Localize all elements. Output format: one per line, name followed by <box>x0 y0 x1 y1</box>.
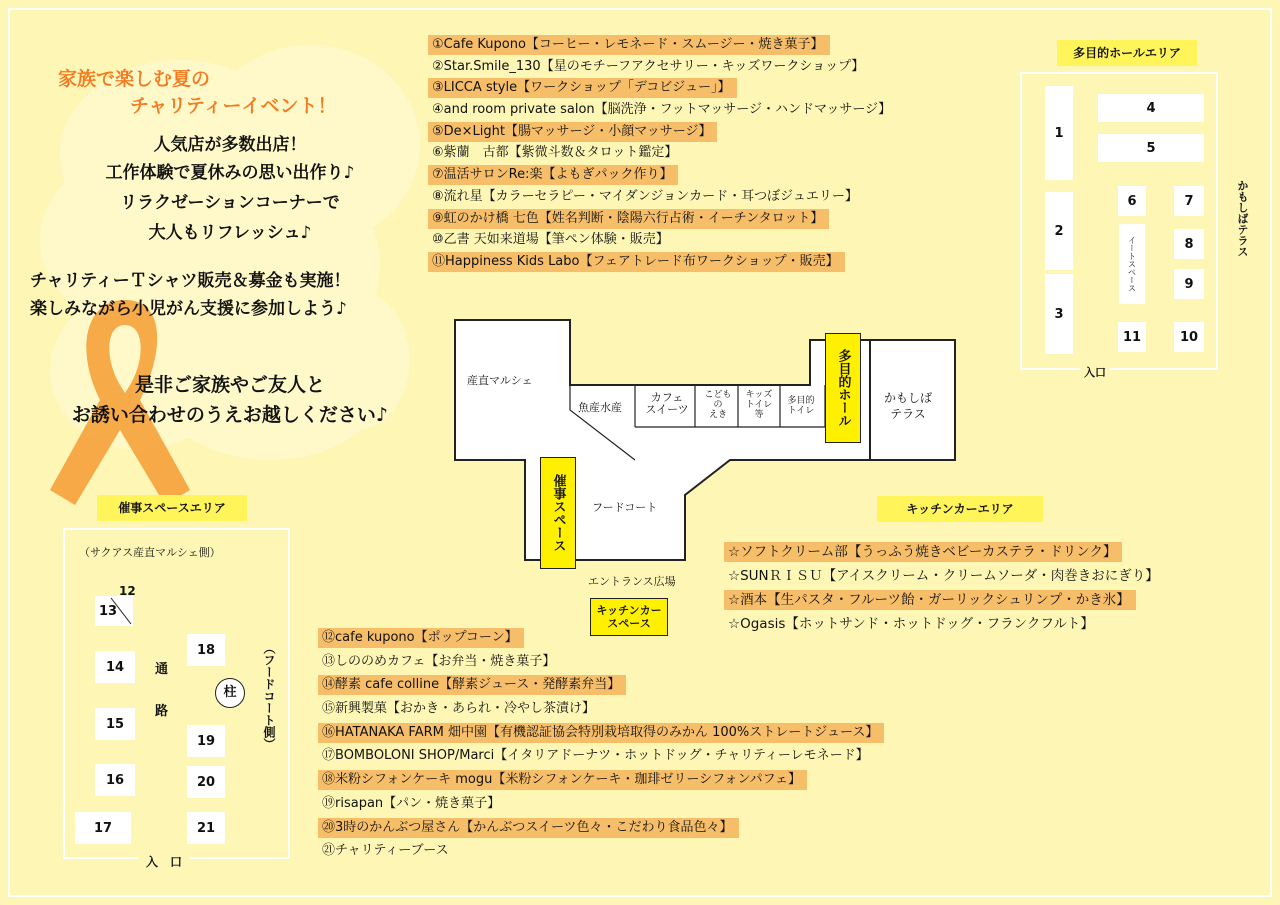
charity-line-1: チャリティーＴシャツ販売＆募金も実施！ <box>30 271 351 291</box>
event-booth-16: 16 <box>95 764 135 796</box>
event-area-title: 催事スペースエリア <box>97 495 247 521</box>
event-booth-14: 14 <box>95 651 135 683</box>
event-booth-15: 15 <box>95 708 135 740</box>
hall-booth-9: 9 <box>1174 269 1204 299</box>
vendor-row <box>428 186 897 208</box>
vendor-row <box>318 673 884 697</box>
map-multipurpose-hall: 多目的ホール <box>825 333 861 443</box>
vendor-row <box>428 99 897 121</box>
map-terrace: かもしば テラス <box>883 391 932 421</box>
hall-booth-4: 4 <box>1098 94 1204 122</box>
vendor-text: ⑨虹のかけ橋 七色【姓名判断・陰陽六行占術・イーチンタロット】 <box>428 209 829 229</box>
vendor-text: ☆ソフトクリーム部【うっふう焼きベビーカステラ・ドリンク】 <box>724 542 1122 562</box>
vendor-row <box>428 251 897 273</box>
vendor-row <box>318 768 884 792</box>
vendor-text: ⑤De×Light【腸マッサージ・小顔マッサージ】 <box>428 122 717 142</box>
hall-booth-8: 8 <box>1174 229 1204 259</box>
vendor-row <box>724 588 1165 612</box>
vendor-row <box>318 626 884 650</box>
event-side-label: （フードコート側） <box>262 642 276 750</box>
hall-booth-1: 1 <box>1045 86 1073 180</box>
vendor-row <box>428 142 897 164</box>
vendor-row <box>428 34 897 56</box>
vendor-text: ⑳3時のかんぶつ屋さん【かんぶつスイーツ色々・こだわり食品色々】 <box>318 818 739 838</box>
event-booth-17: 17 <box>75 812 131 844</box>
kitchen-vendor-list <box>724 540 1165 636</box>
event-aisle-2: 路 <box>155 704 169 719</box>
hall-eat-space: イートスペース <box>1119 224 1145 304</box>
vendor-text: ①Cafe Kupono【コーヒー・レモネード・スムージー・焼き菓子】 <box>428 35 830 55</box>
event-booth-19: 19 <box>187 725 225 757</box>
vendor-row <box>428 208 897 230</box>
vendor-text: ⑫cafe kupono【ポップコーン】 <box>318 628 524 648</box>
vendor-text: ③LICCA style【ワークショップ「デコビジュー」】 <box>428 78 737 98</box>
pillar-icon: 柱 <box>215 678 245 708</box>
vendor-row <box>428 56 897 78</box>
vendor-text: ⑰BOMBOLONI SHOP/Marci【イタリアドーナツ・ホットドッグ・チャリティーレモネード】 <box>322 748 869 764</box>
event-area-note: （サクアス産直マルシェ側） <box>79 546 221 559</box>
hall-booth-10: 10 <box>1174 322 1204 352</box>
vendor-text: ⑧流れ星【カラーセラピー・マイダンジョンカード・耳つぼジュエリー】 <box>432 188 858 204</box>
map-food-court: フードコート <box>592 501 658 514</box>
vendor-text: ⑬しののめカフェ【お弁当・焼き菓子】 <box>322 653 556 669</box>
vendor-text: ⑭酵素 cafe colline【酵素ジュース・発酵素弁当】 <box>318 675 626 695</box>
vendor-text: ㉑チャリティーブース <box>322 843 449 859</box>
event-area-map <box>63 528 290 859</box>
hall-vendor-list <box>428 34 897 273</box>
event-booth-18: 18 <box>187 634 225 666</box>
hall-booth-6: 6 <box>1118 186 1146 216</box>
intro-line-4: 大人もリフレッシュ♪ <box>148 223 312 243</box>
event-booth-20: 20 <box>187 766 225 798</box>
vendor-row <box>724 540 1165 564</box>
map-cafe: カフェ スイーツ <box>645 391 689 416</box>
event-booth-divider <box>109 596 133 626</box>
vendor-text: ⑱米粉シフォンケーキ mogu【米粉シフォンケーキ・珈琲ゼリーシフォンパフェ】 <box>318 770 807 790</box>
hall-area-title: 多目的ホールエリア <box>1057 40 1197 66</box>
hall-booth-11: 11 <box>1118 322 1146 352</box>
hall-terrace-label: かもしばテラス <box>1236 180 1249 257</box>
event-vendor-list <box>318 626 884 863</box>
hall-booth-7: 7 <box>1174 186 1204 216</box>
event-aisle-1: 通 <box>155 662 169 677</box>
headline-line1: 家族で楽しむ夏の <box>58 68 211 90</box>
map-entrance-plaza: エントランス広場 <box>588 575 676 588</box>
map-market: 産直マルシェ <box>467 374 533 387</box>
event-booth-13: 13 <box>95 596 133 626</box>
vendor-text: ④and room private salon【脳洗浄・フットマッサージ・ハンドマッサージ】 <box>432 102 892 118</box>
hall-entrance-label: 入口 <box>1080 364 1110 380</box>
map-kids-station: こども の えき <box>704 390 732 420</box>
vendor-text: ⑪Happiness Kids Labo【フェアトレード布ワークショップ・販売】 <box>428 252 845 272</box>
map-kids-toilet: キッズ トイレ 等 <box>745 390 773 420</box>
vendor-row <box>318 697 884 721</box>
map-event-space: 催事スペース <box>540 457 576 569</box>
event-entrance-label: 入 口 <box>138 853 190 870</box>
invite-line-1: 是非ご家族やご友人と <box>134 374 325 396</box>
vendor-row <box>318 839 884 863</box>
vendor-row <box>724 564 1165 588</box>
headline-line2: チャリティーイベント！ <box>130 95 337 117</box>
vendor-row <box>428 121 897 143</box>
vendor-text: ⑮新興製菓【おかき・あられ・冷やし茶漬け】 <box>322 701 596 717</box>
hall-booth-2: 2 <box>1045 192 1073 270</box>
kitchen-area-title: キッチンカーエリア <box>877 496 1043 522</box>
vendor-row <box>318 816 884 840</box>
vendor-text: ⑦温活サロンRe:楽【よもぎパック作り】 <box>428 165 678 185</box>
vendor-text: ☆Ogasis【ホットサンド・ホットドッグ・フランクフルト】 <box>728 616 1094 632</box>
vendor-row <box>318 721 884 745</box>
charity-line-2: 楽しみながら小児がん支援に参加しよう♪ <box>30 299 347 319</box>
vendor-text: ⑲risapan【パン・焼き菓子】 <box>322 795 501 811</box>
vendor-row <box>318 744 884 768</box>
vendor-row <box>318 792 884 816</box>
intro-line-1: 人気店が多数出店！ <box>153 135 307 155</box>
event-booth-21: 21 <box>187 812 225 844</box>
vendor-text: ②Star.Smile_130【星のモチーフアクセサリー・キッズワークショップ】 <box>432 58 865 74</box>
invite-line-2: お誘い合わせのうえお越しください♪ <box>71 404 389 426</box>
vendor-text: ☆SUNＲＩＳＵ【アイスクリーム・クリームソーダ・肉巻きおにぎり】 <box>728 568 1159 584</box>
map-fish: 魚産水産 <box>578 401 622 414</box>
map-multi-toilet: 多目的 トイレ <box>787 396 815 416</box>
intro-line-2: 工作体験で夏休みの思い出作り♪ <box>105 163 355 183</box>
intro-line-3: リラクゼーションコーナーで <box>120 193 340 213</box>
vendor-row <box>428 229 897 251</box>
floor-map <box>450 315 960 575</box>
hall-area-map <box>1020 72 1218 370</box>
vendor-row <box>428 164 897 186</box>
map-kitchen-car-space: キッチンカー スペース <box>590 598 668 636</box>
vendor-text: ☆酒本【生パスタ・フルーツ飴・ガーリックシュリンプ・かき氷】 <box>724 590 1136 610</box>
vendor-row <box>428 77 897 99</box>
vendor-row <box>318 650 884 674</box>
vendor-text: ⑯HATANAKA FARM 畑中園【有機認証協会特別栽培取得のみかん 100%ストレートジュース】 <box>318 723 884 743</box>
hall-booth-3: 3 <box>1045 274 1073 354</box>
vendor-text: ⑩乙書 天如来道場【筆ペン体験・販売】 <box>432 232 669 248</box>
event-booth-12: 12 <box>119 584 136 598</box>
vendor-text: ⑥紫蘭 古都【紫微斗数＆タロット鑑定】 <box>432 145 678 161</box>
hall-booth-5: 5 <box>1098 134 1204 162</box>
